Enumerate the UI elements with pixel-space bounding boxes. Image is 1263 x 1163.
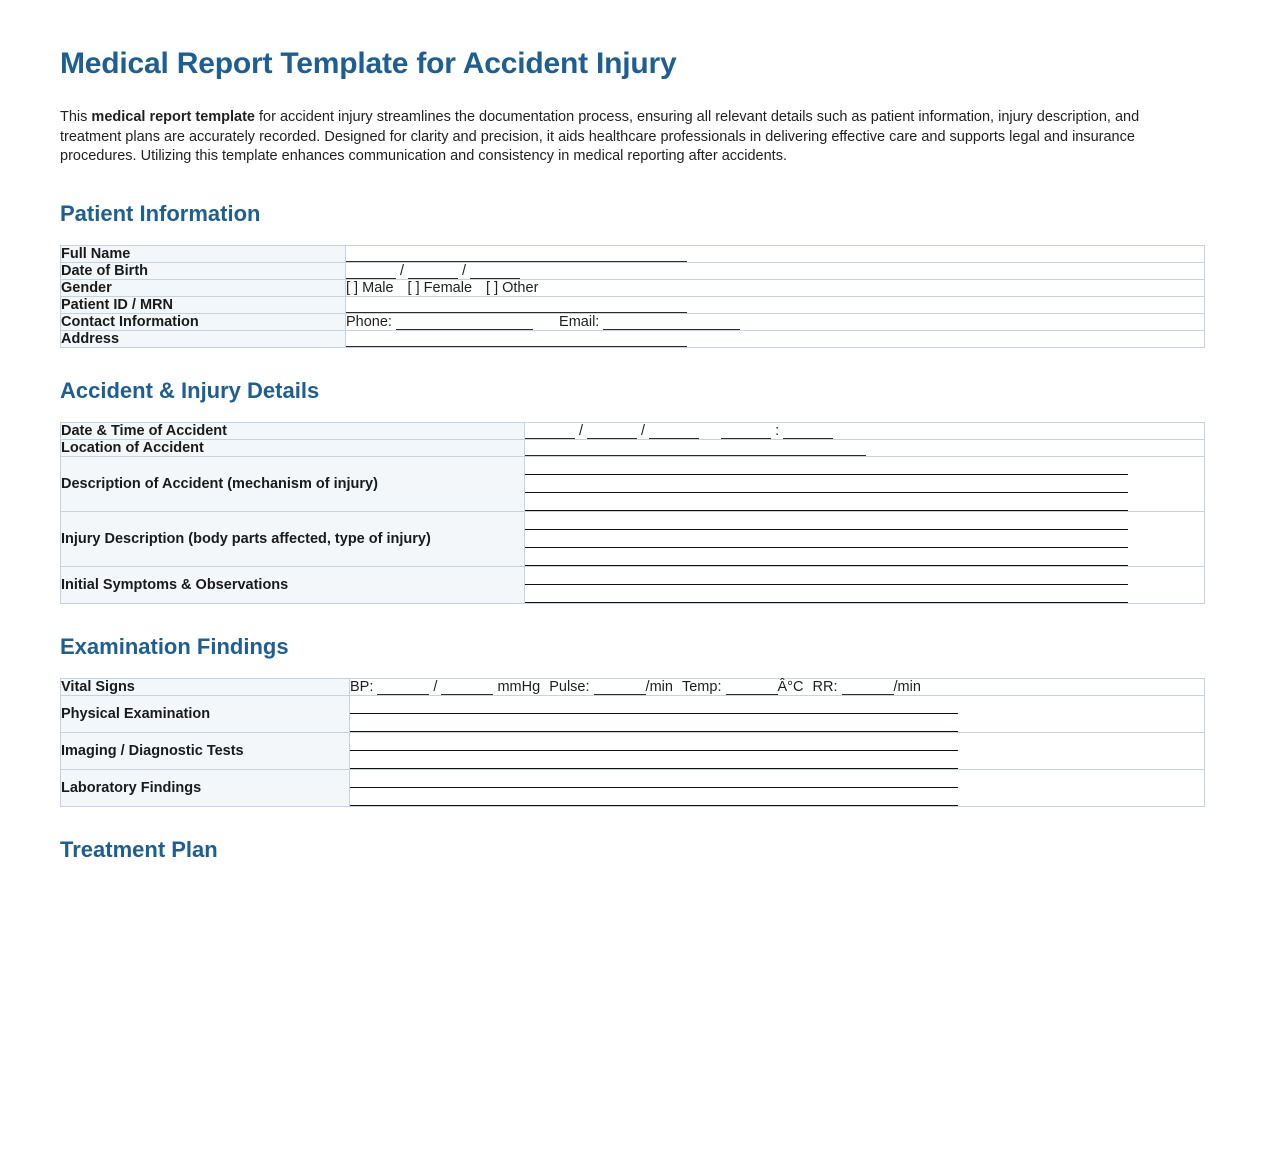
row-label-full-name: Full Name xyxy=(61,245,346,262)
row-value-date-time-of-accident[interactable] xyxy=(525,422,1205,439)
bp-label: BP: xyxy=(350,678,374,695)
table-row xyxy=(61,330,1205,347)
row-value-imaging-diagnostic-tests[interactable] xyxy=(350,732,1205,769)
row-value-address[interactable] xyxy=(346,330,1205,347)
section-patient-information xyxy=(60,201,1203,348)
row-value-laboratory-findings[interactable] xyxy=(350,769,1205,806)
accident-date-month-blank[interactable] xyxy=(525,425,575,439)
accident-time-hour-blank[interactable] xyxy=(721,425,771,439)
write-line[interactable] xyxy=(525,493,1128,511)
email-blank[interactable] xyxy=(603,316,740,330)
row-label-gender: Gender xyxy=(61,279,346,296)
examination-findings-table xyxy=(60,678,1205,807)
section-heading-treatment-plan: Treatment Plan xyxy=(60,836,218,862)
row-value-physical-examination[interactable] xyxy=(350,695,1205,732)
accident-date-day-blank[interactable] xyxy=(587,425,637,439)
accident-time-separator: : xyxy=(775,422,780,439)
patient-id-blank[interactable] xyxy=(346,299,687,313)
table-row xyxy=(61,769,1205,806)
table-row xyxy=(61,695,1205,732)
gender-checkbox-male[interactable]: [ ] Male xyxy=(346,279,394,296)
row-label-address: Address xyxy=(61,330,346,347)
write-line[interactable] xyxy=(350,696,958,714)
table-row xyxy=(61,439,1205,456)
phone-label: Phone: xyxy=(346,313,392,330)
dob-day-blank[interactable] xyxy=(408,265,458,279)
email-label: Email: xyxy=(559,313,600,330)
table-row xyxy=(61,313,1205,330)
table-row xyxy=(61,678,1205,695)
bp-diastolic-blank[interactable] xyxy=(441,681,493,695)
write-line[interactable] xyxy=(525,585,1128,603)
section-examination-findings xyxy=(60,634,1203,807)
row-label-patient-id: Patient ID / MRN xyxy=(61,296,346,313)
bp-unit: mmHg xyxy=(497,678,541,695)
write-line[interactable] xyxy=(350,788,958,806)
row-value-patient-id[interactable] xyxy=(346,296,1205,313)
section-heading-patient-information: Patient Information xyxy=(60,200,261,226)
temp-unit: Â°C xyxy=(777,678,804,695)
pulse-label: Pulse: xyxy=(549,678,590,695)
row-value-injury-description[interactable] xyxy=(525,511,1205,566)
row-value-gender xyxy=(346,279,1205,296)
accident-time-minute-blank[interactable] xyxy=(783,425,833,439)
dob-year-blank[interactable] xyxy=(470,265,520,279)
phone-blank[interactable] xyxy=(396,316,533,330)
accident-date-separator-1: / xyxy=(579,422,584,439)
row-label-date-time-of-accident: Date & Time of Accident xyxy=(61,422,525,439)
row-value-full-name[interactable] xyxy=(346,245,1205,262)
page-title: Medical Report Template for Accident Injury xyxy=(60,47,677,80)
accident-injury-table xyxy=(60,422,1205,604)
row-label-contact-information: Contact Information xyxy=(61,313,346,330)
rr-blank[interactable] xyxy=(842,681,894,695)
row-label-imaging-diagnostic-tests: Imaging / Diagnostic Tests xyxy=(61,732,350,769)
table-row xyxy=(61,511,1205,566)
table-row xyxy=(61,566,1205,603)
write-line[interactable] xyxy=(525,567,1128,585)
write-line[interactable] xyxy=(525,475,1128,493)
write-line[interactable] xyxy=(525,512,1128,530)
gender-checkbox-female[interactable]: [ ] Female xyxy=(407,279,473,296)
pulse-unit: /min xyxy=(645,678,673,695)
intro-text-bold: medical report template xyxy=(91,109,255,125)
table-row xyxy=(61,245,1205,262)
row-label-location-of-accident: Location of Accident xyxy=(61,439,525,456)
full-name-blank[interactable] xyxy=(346,248,687,262)
rr-unit: /min xyxy=(893,678,921,695)
row-label-date-of-birth: Date of Birth xyxy=(61,262,346,279)
section-treatment-plan xyxy=(60,837,1203,863)
temp-blank[interactable] xyxy=(726,681,778,695)
location-blank[interactable] xyxy=(525,442,866,456)
section-heading-examination-findings: Examination Findings xyxy=(60,633,289,659)
dob-month-blank[interactable] xyxy=(346,265,396,279)
section-accident-injury-details xyxy=(60,378,1203,604)
pulse-blank[interactable] xyxy=(594,681,646,695)
row-label-initial-symptoms: Initial Symptoms & Observations xyxy=(61,566,525,603)
write-line[interactable] xyxy=(350,751,958,769)
row-value-initial-symptoms[interactable] xyxy=(525,566,1205,603)
row-value-date-of-birth[interactable] xyxy=(346,262,1205,279)
patient-information-table xyxy=(60,245,1205,348)
temp-label: Temp: xyxy=(681,678,722,695)
write-line[interactable] xyxy=(525,530,1128,548)
accident-date-separator-2: / xyxy=(641,422,646,439)
write-line[interactable] xyxy=(525,457,1128,475)
dob-separator-1: / xyxy=(400,262,405,279)
row-value-vital-signs[interactable] xyxy=(350,678,1205,695)
table-row xyxy=(61,296,1205,313)
write-line[interactable] xyxy=(525,548,1128,566)
write-line[interactable] xyxy=(350,733,958,751)
dob-separator-2: / xyxy=(462,262,467,279)
row-label-description-of-accident: Description of Accident (mechanism of injury) xyxy=(61,456,525,511)
row-value-location-of-accident[interactable] xyxy=(525,439,1205,456)
intro-text-after: for accident injury streamlines the documentation process, ensuring all relevant details such as patient information, injury description, and treatment plans are accurately recorded. Designed for clarity and precision, it aids healthcare professionals in delivering effective care and supports legal and insurance procedures. Utilizing this template enhances communication and consistency in medical reporting after accidents. xyxy=(60,109,1140,164)
address-blank[interactable] xyxy=(346,333,687,347)
table-row xyxy=(61,262,1205,279)
table-row xyxy=(61,456,1205,511)
section-heading-accident-injury-details: Accident & Injury Details xyxy=(60,377,320,403)
write-line[interactable] xyxy=(350,714,958,732)
write-line[interactable] xyxy=(350,770,958,788)
table-row xyxy=(61,732,1205,769)
row-value-contact-information[interactable] xyxy=(346,313,1205,330)
row-value-description-of-accident[interactable] xyxy=(525,456,1205,511)
bp-systolic-blank[interactable] xyxy=(377,681,429,695)
row-label-laboratory-findings: Laboratory Findings xyxy=(61,769,350,806)
rr-label: RR: xyxy=(812,678,838,695)
intro-paragraph xyxy=(60,108,1158,167)
intro-text-before: This xyxy=(60,109,92,125)
accident-date-year-blank[interactable] xyxy=(649,425,699,439)
row-label-vital-signs: Vital Signs xyxy=(61,678,350,695)
row-label-physical-examination: Physical Examination xyxy=(61,695,350,732)
gender-checkbox-other[interactable]: [ ] Other xyxy=(486,279,539,296)
table-row xyxy=(61,279,1205,296)
bp-separator: / xyxy=(433,678,438,695)
table-row xyxy=(61,422,1205,439)
row-label-injury-description: Injury Description (body parts affected, type of injury) xyxy=(61,511,525,566)
